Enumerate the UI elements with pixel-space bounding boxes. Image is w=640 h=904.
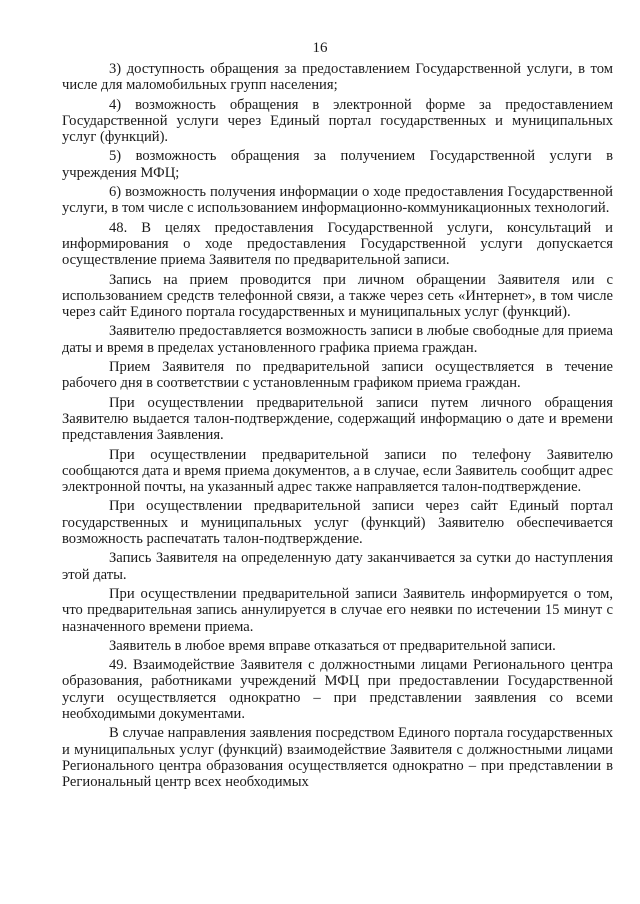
paragraph-clause-48: 48. В целях предоставления Государственной услуги, консультаций и информирования о ходе предоставления Государственной услуги допускается осуществление приема Заявителя по предварительной записи.: [62, 219, 613, 269]
paragraph-booking-refusal: Заявитель в любое время вправе отказаться от предварительной записи.: [109, 637, 556, 654]
paragraph-phone-booking: При осуществлении предварительной записи по телефону Заявителю сообщаются дата и время приема документов, а в случае, если Заявитель сообщит адрес электронной почты, на указанный адрес также направляется талон-подтверждение.: [62, 446, 613, 496]
paragraph-item-5: 5) возможность обращения за получением Государственной услуги в учреждения МФЦ;: [62, 148, 613, 181]
page-number: 16: [312, 40, 328, 56]
paragraph-item-6: 6) возможность получения информации о ходе предоставления Государственной услуги, в том числе с использованием информационно-коммуникационных технологий.: [62, 184, 613, 217]
paragraph-portal-booking: При осуществлении предварительной записи через сайт Единый портал государственных и муниципальных услуг (функций) Заявителю обеспечивается возможность распечатать талон-подтверждение.: [62, 498, 613, 548]
paragraph-portal-interaction: В случае направления заявления посредством Единого портала государственных и муниципальных услуг (функций) взаимодействие Заявителя с должностными лицами Регионального центра образования осуществляется однократно – при представлении в Региональный центр всех необходимых: [62, 725, 613, 791]
paragraph-item-3: 3) доступность обращения за предоставлением Государственной услуги, в том числе для маломобильных групп населения;: [62, 61, 613, 94]
paragraph-booking-deadline: Запись Заявителя на определенную дату заканчивается за сутки до наступления этой даты.: [62, 550, 613, 583]
paragraph-appointment-methods: Запись на прием проводится при личном обращении Заявителя или с использованием средств телефонной связи, а также через сеть «Интернет», в том числе через сайт Единого портала государственных и муниципальных услуг (функций).: [62, 271, 613, 321]
paragraph-booking-cancellation: При осуществлении предварительной записи Заявитель информируется о том, что предварительная запись аннулируется в случае его неявки по истечении 15 минут с назначенного времени приема.: [62, 585, 613, 635]
document-body: [62, 61, 613, 793]
paragraph-appointment-availability: Заявителю предоставляется возможность записи в любые свободные для приема даты и время в пределах установленного графика приема граждан.: [62, 323, 613, 356]
paragraph-item-4: 4) возможность обращения в электронной форме за предоставлением Государственной услуги через Единый портал государственных и муниципальных услуг (функций).: [62, 96, 613, 146]
paragraph-in-person-ticket: При осуществлении предварительной записи путем личного обращения Заявителю выдается талон-подтверждение, содержащий информацию о дате и времени представления Заявления.: [62, 394, 613, 444]
paragraph-clause-49: 49. Взаимодействие Заявителя с должностными лицами Регионального центра образования, работниками учреждений МФЦ при предоставлении Государственной услуги осуществляется однократно – при представлении заявления со всеми необходимыми документами.: [62, 657, 613, 722]
paragraph-appointment-reception: Прием Заявителя по предварительной записи осуществляется в течение рабочего дня в соответствии с установленным графиком приема граждан.: [62, 359, 613, 392]
